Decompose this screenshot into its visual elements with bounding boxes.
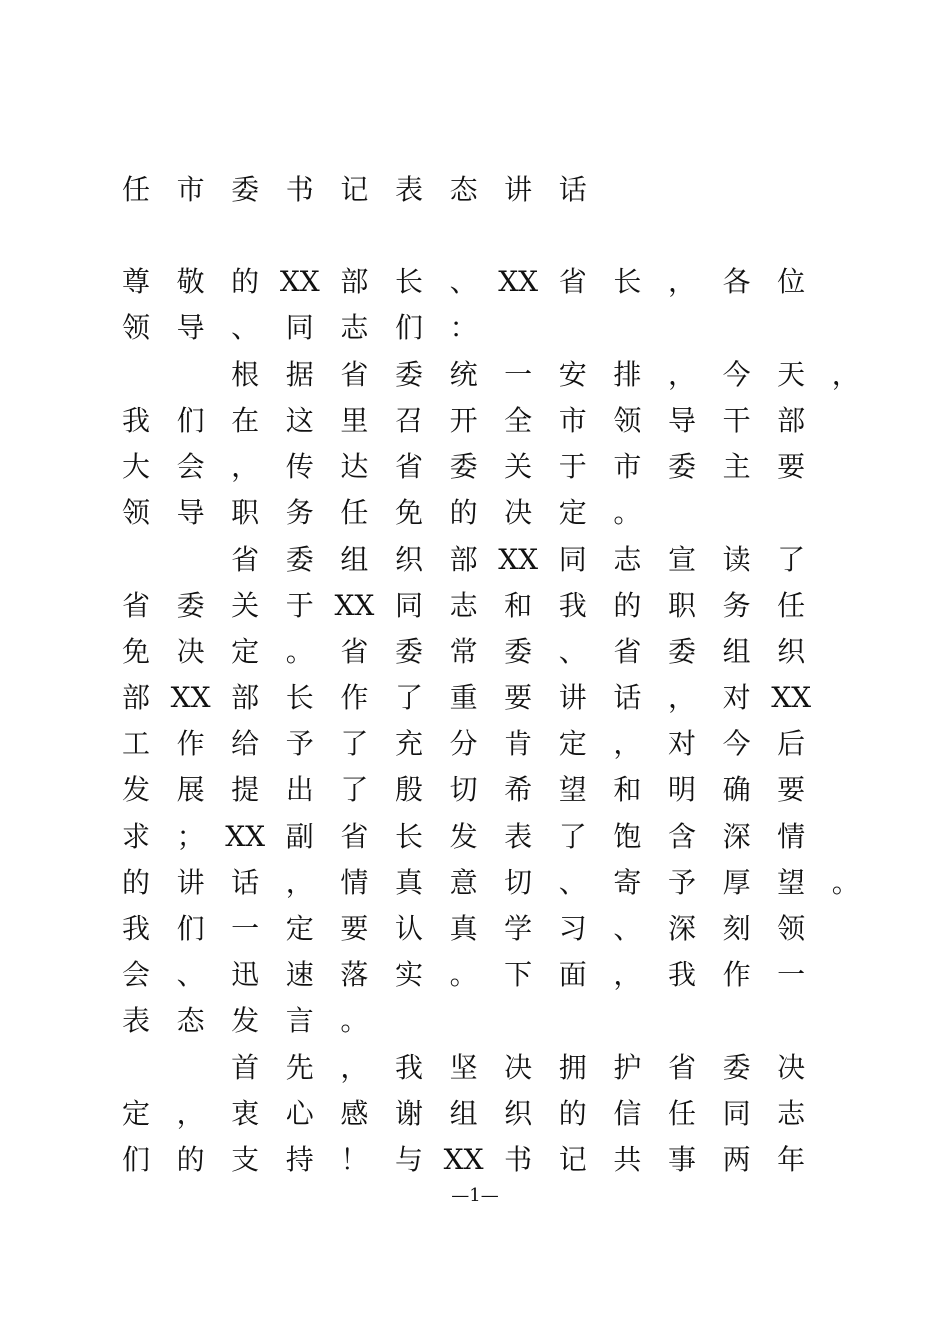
page-number: —1— (451, 1185, 499, 1206)
document-page: 任 市 委 书 记 表 态 讲 话 尊 敬 的 XX 部 长 、 XX 省 长 ， 各 位 领 导 、 同 志 们 ： 根 据 省 委 统 一 安 排 ， 今 天 ， 我 们 在 这 里 召 开 全 市 领 导 干 部 大 会 ， 传 达 省 委 关 于 市 委 主 要 领 导 职 务 任 免 的 决 定 。 省 委 组 织 部 XX 同 志 宣 读 了 省 委 关 于 XX 同 志 和 我 的 职 务 任 免 决 定 。 省 委 常 委 、 省 委 组 织 部 XX 部 长 作 了 重 要 讲 话 ， 对 XX 工 作 给 予 了 充 分 肯 定 ， 对 今 后 发 展 提 出 了 殷 切 希 望 和 明 确 要 求 ； XX 副 省 长 发 表 了 饱 含 深 情 的 讲 话 ， 情 真 意 切 、 寄 予 厚 望 。 我 们 一 定 要 认 真 学 习 、 深 刻 领 会 、 迅 速 落 实 。 下 面 ， 我 作 一 表 态 发 言 。 首 先 ， 我 坚 决 拥 护 省 委 决 定 ， 衷 心 感 谢 组 织 的 信 任 同 志 们 的 支 持 ！ 与 XX 书 记 共 事 两 年 —1— (0, 0, 950, 1344)
